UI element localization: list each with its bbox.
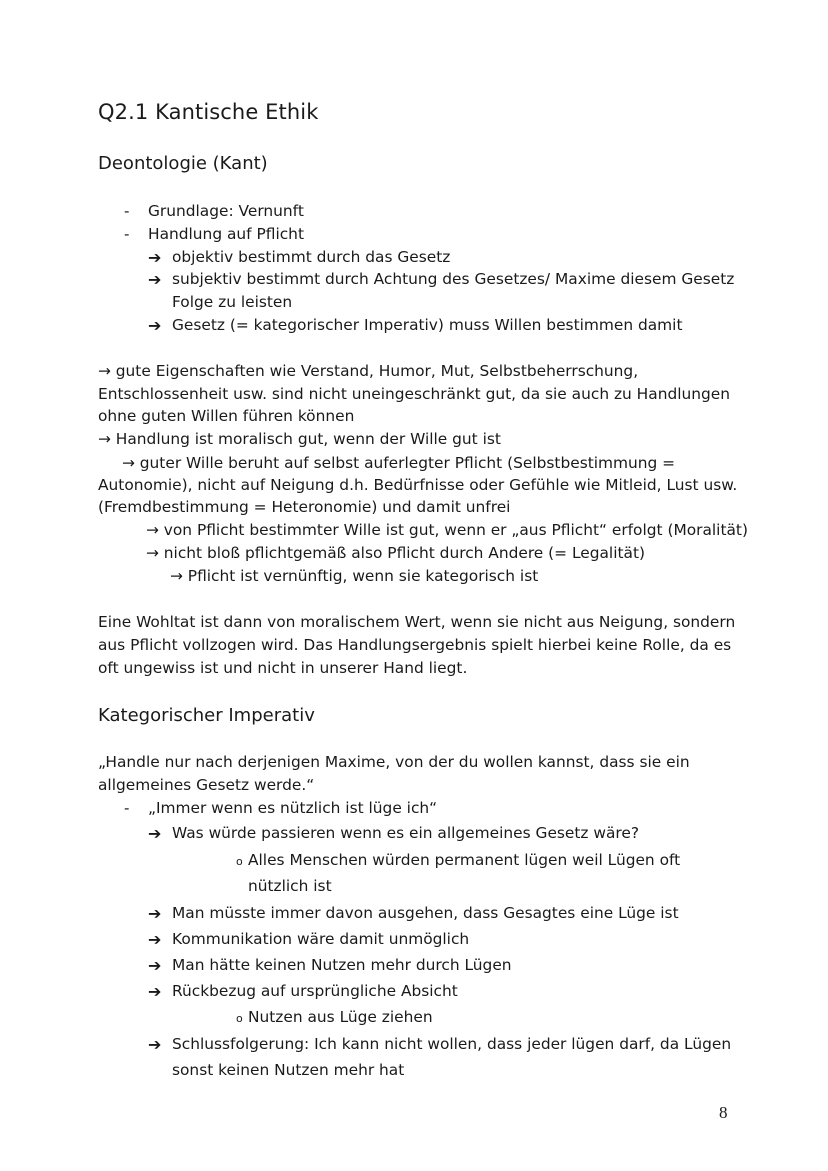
circle-bullet-icon: o — [236, 855, 243, 868]
bullet-dash: - — [124, 225, 130, 243]
paragraph-line: oft ungewiss ist und nicht in unserer Hand liegt. — [98, 659, 468, 677]
quote-line: allgemeines Gesetz werde.“ — [98, 776, 315, 794]
sub-item: Was würde passieren wenn es ein allgemeines Gesetz wäre? — [172, 824, 640, 842]
section-title-kategorischer-imperativ: Kategorischer Imperativ — [98, 705, 315, 726]
sub-sub-item-continued: nützlich ist — [248, 877, 332, 895]
arrow-icon: ➔ — [148, 982, 162, 1001]
circle-bullet-icon: o — [236, 1012, 243, 1025]
page-number: 8 — [719, 1103, 728, 1122]
sub-sub-item: Alles Menschen würden permanent lügen weil Lügen oft — [248, 851, 681, 869]
paragraph-line: → von Pflicht bestimmter Wille ist gut, wenn er „aus Pflicht“ erfolgt (Moralität) — [146, 521, 748, 539]
paragraph-line: aus Pflicht vollzogen wird. Das Handlungsergebnis spielt hierbei keine Rolle, da es — [98, 636, 732, 654]
paragraph-line: → gute Eigenschaften wie Verstand, Humor, Mut, Selbstbeherrschung, — [98, 362, 639, 380]
arrow-icon: ➔ — [148, 904, 162, 923]
sub-sub-item: Nutzen aus Lüge ziehen — [248, 1008, 433, 1026]
arrow-icon: ➔ — [148, 270, 162, 289]
sub-item-continued: Folge zu leisten — [172, 293, 293, 311]
arrow-icon: ➔ — [148, 930, 162, 949]
sub-item: Schlussfolgerung: Ich kann nicht wollen, dass jeder lügen darf, da Lügen — [172, 1035, 732, 1053]
arrow-icon: ➔ — [148, 824, 162, 843]
arrow-icon: ➔ — [148, 1035, 162, 1054]
sub-item: Rückbezug auf ursprüngliche Absicht — [172, 982, 458, 1000]
sub-item: Gesetz (= kategorischer Imperativ) muss Willen bestimmen damit — [172, 316, 683, 334]
bullet-text: Handlung auf Pflicht — [148, 225, 304, 243]
bullet-dash: - — [124, 202, 130, 220]
page-heading: Q2.1 Kantische Ethik — [98, 100, 319, 124]
paragraph-line: Entschlossenheit usw. sind nicht uneingeschränkt gut, da sie auch zu Handlungen — [98, 385, 730, 403]
paragraph-line: → Handlung ist moralisch gut, wenn der Wille gut ist — [98, 430, 501, 448]
bullet-text: „Immer wenn es nützlich ist lüge ich“ — [148, 799, 438, 817]
paragraph-line: ohne guten Willen führen können — [98, 407, 355, 425]
sub-item-continued: sonst keinen Nutzen mehr hat — [172, 1061, 405, 1079]
paragraph-line: Autonomie), nicht auf Neigung d.h. Bedürfnisse oder Gefühle wie Mitleid, Lust usw. — [98, 476, 738, 494]
arrow-icon: ➔ — [148, 316, 162, 335]
paragraph-line: Eine Wohltat ist dann von moralischem Wert, wenn sie nicht aus Neigung, sondern — [98, 613, 736, 631]
sub-item: Man müsste immer davon ausgehen, dass Gesagtes eine Lüge ist — [172, 904, 679, 922]
bullet-dash: - — [124, 799, 130, 817]
sub-item: subjektiv bestimmt durch Achtung des Gesetzes/ Maxime diesem Gesetz — [172, 270, 735, 288]
paragraph-line: → guter Wille beruht auf selbst auferlegter Pflicht (Selbstbestimmung = — [122, 454, 676, 472]
paragraph-line: → Pflicht ist vernünftig, wenn sie kategorisch ist — [170, 567, 539, 585]
bullet-text: Grundlage: Vernunft — [148, 202, 304, 220]
arrow-icon: ➔ — [148, 956, 162, 975]
section-title-deontologie: Deontologie (Kant) — [98, 153, 268, 174]
arrow-icon: ➔ — [148, 248, 162, 267]
sub-item: Man hätte keinen Nutzen mehr durch Lügen — [172, 956, 512, 974]
sub-item: objektiv bestimmt durch das Gesetz — [172, 248, 451, 266]
quote-line: „Handle nur nach derjenigen Maxime, von der du wollen kannst, dass sie ein — [98, 753, 690, 771]
paragraph-line: → nicht bloß pflichtgemäß also Pflicht durch Andere (= Legalität) — [146, 544, 645, 562]
sub-item: Kommunikation wäre damit unmöglich — [172, 930, 470, 948]
paragraph-line: (Fremdbestimmung = Heteronomie) und damit unfrei — [98, 498, 511, 516]
